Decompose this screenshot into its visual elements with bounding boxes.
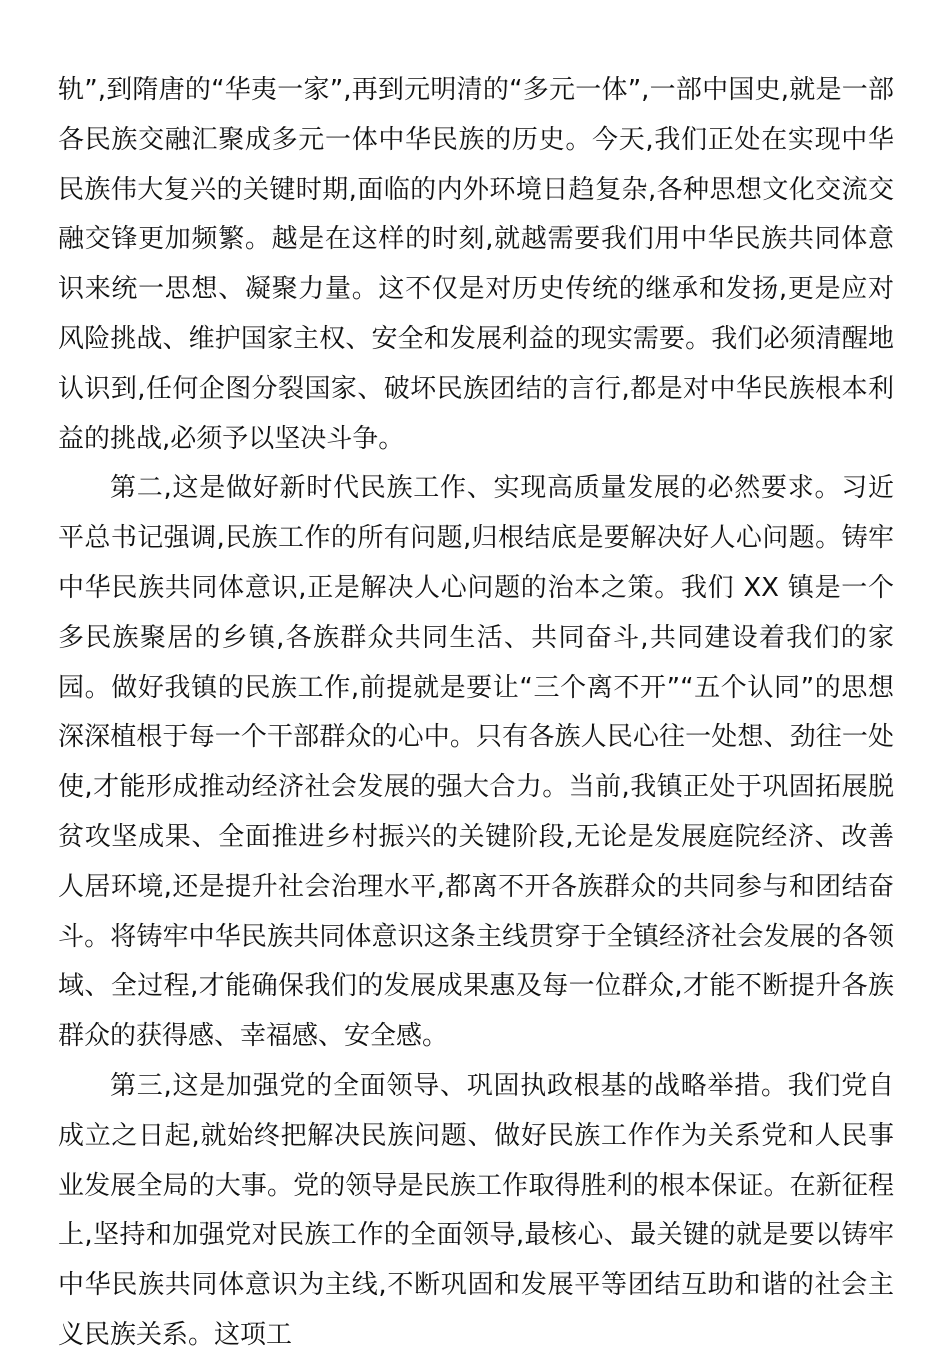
paragraph-second-point: 第二,这是做好新时代民族工作、实现高质量发展的必然要求。习近平总书记强调,民族工作的所有问题,归根结底是要解决好人心问题。铸牢中华民族共同体意识,正是解决人心问题的治本之策。我们 XX 镇是一个多民族聚居的乡镇,各族群众共同生活、共同奋斗,共同建设着我们的家园。做好我镇的民族工作,前提就是要让“三个离不开”“五个认同”的思想深深植根于每一个干部群众的心中。只有各族人民心往一处想、劲往一处使,才能形成推动经济社会发展的强大合力。当前,我镇正处于巩固拓展脱贫攻坚成果、全面推进乡村振兴的关键阶段,无论是发展庭院经济、改善人居环境,还是提升社会治理水平,都离不开各族群众的共同参与和团结奋斗。将铸牢中华民族共同体意识这条主线贯穿于全镇经济社会发展的各领域、全过程,才能确保我们的发展成果惠及每一位群众,才能不断提升各族群众的获得感、幸福感、安全感。: [58, 473, 894, 1052]
paragraph-history: 轨”,到隋唐的“华夷一家”,再到元明清的“多元一体”,一部中国史,就是一部各民族交融汇聚成多元一体中华民族的历史。今天,我们正处在实现中华民族伟大复兴的关键时期,面临的内外环境日趋复杂,各种思想文化交流交融交锋更加频繁。越是在这样的时刻,就越需要我们用中华民族共同体意识来统一思想、凝聚力量。这不仅是对历史传统的继承和发扬,更是应对风险挑战、维护国家主权、安全和发展利益的现实需要。我们必须清醒地认识到,任何企图分裂国家、破坏民族团结的言行,都是对中华民族根本利益的挑战,必须予以坚决斗争。: [58, 75, 894, 454]
document-body: [58, 66, 894, 1361]
paragraph-third-point: 第三,这是加强党的全面领导、巩固执政根基的战略举措。我们党自成立之日起,就始终把解决民族问题、做好民族工作作为关系党和人民事业发展全局的大事。党的领导是民族工作取得胜利的根本保证。在新征程上,坚持和加强党对民族工作的全面领导,最核心、最关键的就是要以铸牢中华民族共同体意识为主线,不断巩固和发展平等团结互助和谐的社会主义民族关系。这项工: [58, 1070, 894, 1350]
